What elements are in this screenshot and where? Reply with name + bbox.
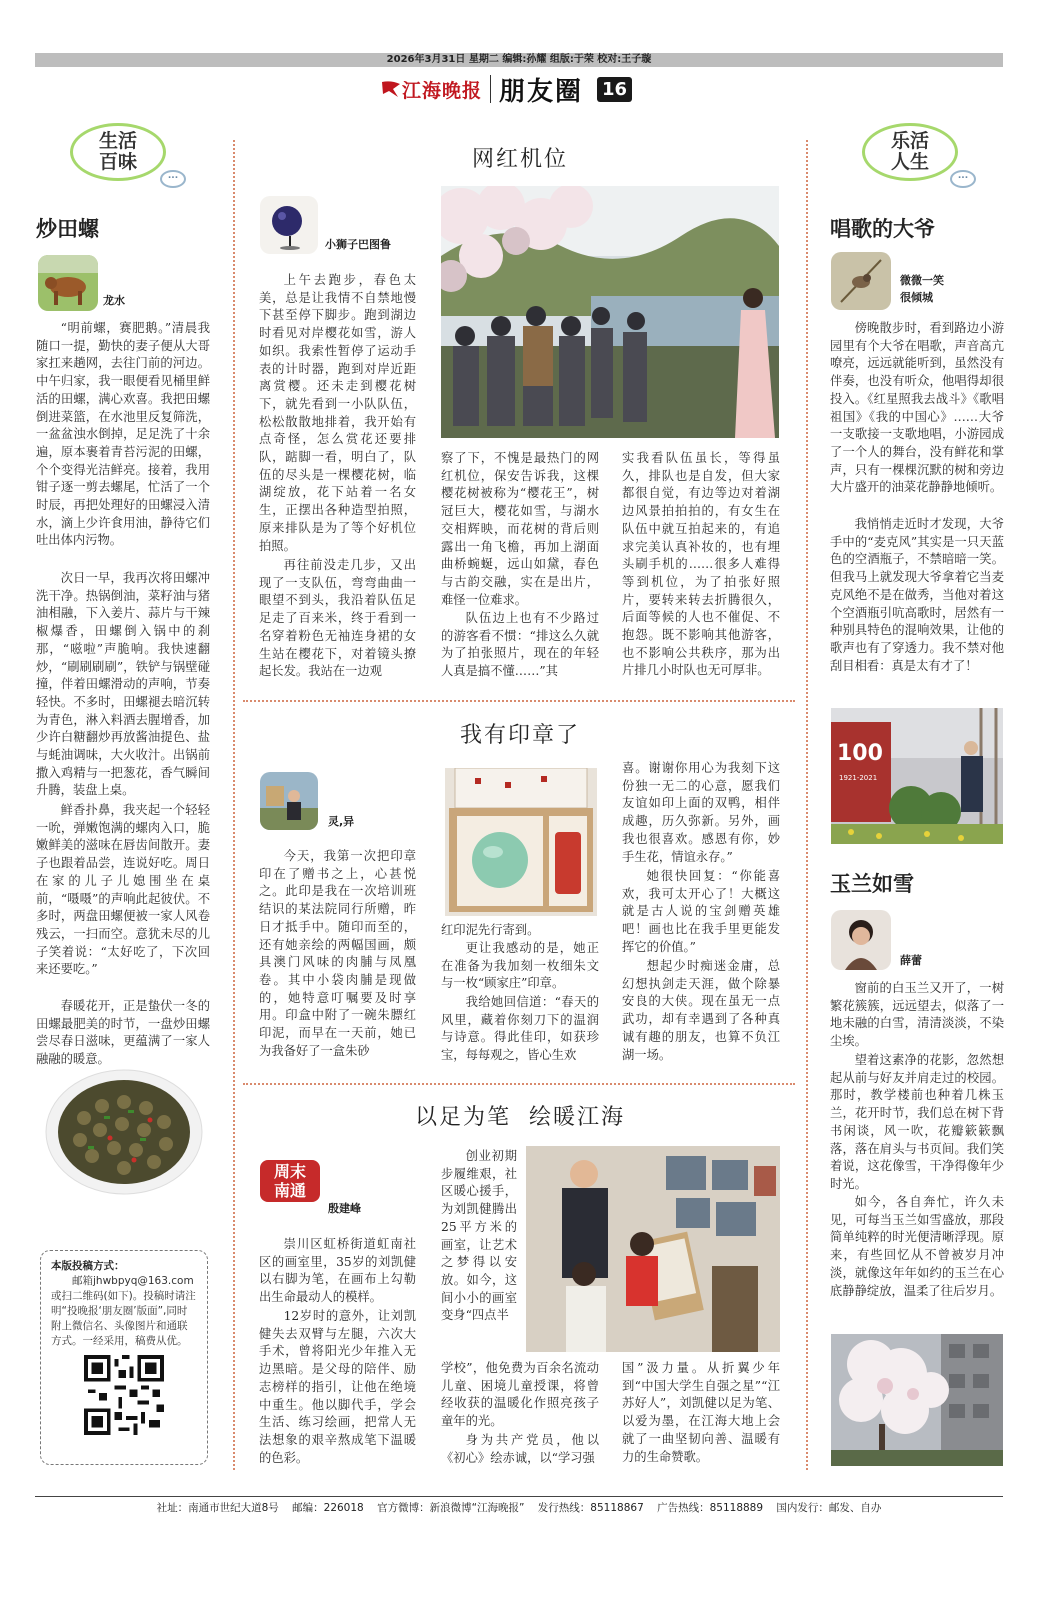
page-number: 16: [597, 77, 632, 102]
paragraph-continued: 喜。谢谢你用心为我刻下这份独一无二的心意，愿我们友谊如印上面的双鸭，相伴成趣，历久弥新。另外，画我也很喜欢。感恩有你，妙手生花，情谊永存。”: [622, 761, 780, 864]
paragraph: 望着这素净的花影，忽然想起从前与好友并肩走过的校园。那时，教学楼前也种着几株玉兰，花开时节，我们总在树下背书闲谈，风一吹，花瓣簌簌飘落，落在肩头与书页间。我们笑着说，这花像雪，干净得像年少时光。: [830, 1053, 1004, 1191]
author-avatar-man: [260, 772, 318, 830]
author-avatar-planet: [260, 196, 318, 254]
paragraph: 我悄悄走近时才发现，大爷手中的“麦克风”其实是一只天蓝色的空酒瓶子，不禁暗暗一笑。但我马上就发现大爷拿着它当麦克风绝不是在做秀，当他对着这个空酒瓶引吭高歌时，居然有一种别具特色的混响效果，让他的歌声也有了穿透力。我不禁对他刮目相看：真是太有才了！: [830, 517, 1004, 673]
paragraph: 身为共产党员，他以《初心》绘赤诚，以“学习强: [441, 1433, 599, 1465]
author-name: 灵,异: [328, 815, 355, 828]
magnolia-tree-photo: [831, 1334, 1003, 1466]
paragraph: 我给她回信道：“春天的风里，藏着你刻刀下的温润与诗意。得此佳印，如获珍宝，每每观之，皆心生欢: [441, 995, 599, 1063]
left-column-divider: [233, 140, 235, 1470]
section-divider-2: [243, 1083, 795, 1085]
notice-title: 本版投稿方式：: [51, 1260, 125, 1272]
paragraph-continued: 学校”，他免费为百余名流动儿童、困境儿童授课，将曾经收获的温暖化作照亮孩子童年的光。: [441, 1361, 599, 1429]
paragraph: 今天，我第一次把印章印在了赠书之上，心甚悦之。此印是我在一次培训班结识的某法院同行所赠，昨日才抵手中。随印而至的，还有她亲绘的两幅国画，颇具澳门风味的肉脯与凤凰卷。其中小袋肉脯是现做的，她特意叮嘱要及时享用。印盒中附了一碗朱膘红印泥，而早在一天前，她已为我备好了一盒朱砂: [259, 849, 416, 1058]
painting-class-photo: [526, 1146, 780, 1352]
paragraph: 如今，各自奔忙，许久未见，可每当玉兰如雪盛放，那段简单纯粹的时光便清晰浮现。原来，有些回忆从不曾被岁月冲淡，就像这年年如约的玉兰在心底静静绽放，温柔了往后岁月。: [830, 1195, 1004, 1298]
paragraph-continued: 国”汲力量。从折翼少年到“中国大学生自强之星”“江苏好人”，刘凯健以足为笔、以爱为墨，在江海大地上会就了一曲坚韧向善、温暖有力的生命赞歌。: [622, 1361, 780, 1464]
author-name: 殷建峰: [328, 1202, 361, 1215]
author-avatar-woman: [831, 910, 891, 970]
paragraph-continued: 红印泥先行寄到。: [441, 923, 540, 937]
newspaper-logo: 江海晚报: [380, 76, 482, 103]
article-title-tianluo: 炒田螺: [36, 216, 99, 241]
author-avatar-bird: [831, 252, 891, 310]
section-divider-1: [243, 700, 795, 702]
footer-rule: [35, 1496, 1003, 1497]
paragraph: 更让我感动的是，她正在准备为我加刻一枚细朱文与一枚“顾家庄”印章。: [441, 941, 599, 991]
article-title-yinzhang: 我有印章了: [459, 723, 580, 748]
paragraph-continued: 实我看队伍虽长，等得虽久，排队也是自发，但大家都很自觉，有边等边对着湖边风景拍拍拍的，有女生在队伍中就互拍起来的，有追求完美认真补妆的，也有埋头刷手机的……很多人难得等到机位，为了拍张好照片，要转来转去折腾很久，后面等候的人也不催促、不抱怨。既不影响其他游客，也不影响公共秩序，那为出片排几小时队也无可厚非。: [622, 451, 780, 678]
paragraph-continued: 察了下，不愧是最热门的网红机位，保安告诉我，这棵樱花树被称为“樱花王”，树冠巨大，樱花如雪，与湖水交相辉映，而花树的背后则露出一角飞檐，再加上湖面曲桥蜿蜒，远山如黛，春色与古韵交融，实在是出片，难怪一位难求。: [441, 451, 599, 607]
section-title: 朋友圈: [499, 76, 584, 107]
singing-man-photo: [831, 708, 1003, 844]
snail-dish-photo: [44, 1068, 204, 1196]
speech-bubble-icon: ...: [160, 170, 186, 188]
paragraph: 12岁时的意外，让刘凯健失去双臂与左腿，六次大手术，曾将阳光少年推入无边黑暗。是父母的陪伴、励志榜样的指引，让他在绝境中重生。他以脚代手，学会生活、练习绘画，把常人无法想象的艰辛熬成笔下温暖的色彩。: [259, 1309, 416, 1465]
paragraph: 鲜香扑鼻，我夹起一个轻轻一吮，弹嫩饱满的螺肉入口，脆嫩鲜美的滋味在唇齿间散开。妻子也跟着品尝，连说好吃。周日在家的儿子儿媳围坐在桌前，“嗫嗫”的声响此起彼伏。不多时，两盘田螺便被一家人风卷残云，一扫而空。意犹未尽的儿子笑着说：“太好吃了，下次回来还要吃。”: [36, 803, 210, 977]
masthead: [380, 72, 680, 106]
photo-sign-years: 1921-2021: [839, 774, 878, 782]
paragraph: 上午去跑步，春色太美，总是让我情不自禁地慢下甚至停下脚步。跑到湖边时看见对岸樱花如雪，游人如织。我索性暂停了运动手表的计时器，跑到对岸近距离赏樱。还未走到樱花树下，就先看到一小队队伍，松松散散地排着，我开始有点奇怪，怎么赏花还要排队，踮脚一看，明白了，队伍的尽头是一棵樱花树，临湖绽放，花下站着一名女生，正摆出各种造型拍照，原来排队是为了等个好机位拍照。: [259, 273, 416, 553]
article-title-changge: 唱歌的大爷: [830, 216, 935, 241]
paragraph: 想起少时痴迷金庸，总幻想执剑走天涯，做个除暴安良的大侠。现在虽无一点武功，却有幸遇到了各种真诚有趣的朋友，也算不负江湖一场。: [622, 959, 780, 1062]
photo-sign-number: 100: [837, 741, 883, 766]
speech-bubble-icon: ...: [950, 170, 976, 188]
article-title-wanghong: 网红机位: [471, 147, 568, 172]
article-title-yulan: 玉兰如雪: [830, 871, 914, 896]
paragraph: 创业初期步履维艰，社区暖心援手，为刘凯健腾出25平方米的画室，让艺术之梦得以安放。如今，这间小小的画室变身“四点半: [441, 1149, 517, 1323]
notice-body: 邮箱jhwbpyq@163.com或扫二维码(如下)。投稿时请注明“投晚报‘朋友圈’版面”,同时附上微信名、头像图片和通联方式。一经采用，稿费从优。: [51, 1275, 196, 1347]
paragraph: 春暖花开，正是蛰伏一冬的田螺最肥美的时节，一盘炒田螺尝尽春日滋味，更蕴满了一家人融融的暖意。: [36, 999, 210, 1067]
author-name: 小狮子巴图鲁: [325, 238, 391, 251]
qr-code[interactable]: [84, 1355, 164, 1435]
author-avatar-cow: [38, 255, 98, 311]
paragraph: 队伍边上也有不少路过的游客看不惯：“排这么久就为了拍张照片，现在的年轻人真是搞不懂……”其: [441, 611, 599, 679]
paragraph: 她很快回复：“你能喜欢，我可太开心了！大概这就是古人说的宝剑赠英雄吧！画也比在我手里更能发挥它的价值。”: [622, 869, 780, 954]
footer-info: 社址：南通市世纪大道8号 邮编：226018 官方微博：新浪微博“江海晚报” 发行热线：85118867 广告热线：85118889 国内发行：邮发、自办: [156, 1502, 882, 1514]
author-name: 微微一笑 很倾城: [900, 274, 944, 304]
author-name: 龙水: [103, 294, 125, 307]
paragraph: 傍晚散步时，看到路边小游园里有个大爷在唱歌，声音高亢嘹亮，远远就能听到，虽然没有伴奏，也没有听众，他唱得却很投入。《红星照我去战斗》《歌唱祖国》《我的中国心》……大爷一支歌接一支歌地唱，小游园成了一个人的舞台，没有鲜花和掌声，只有一棵棵沉默的树和旁边大片盛开的油菜花静静地倾听。: [830, 321, 1004, 495]
cherry-blossom-crowd-photo: [441, 186, 779, 438]
zhoumo-nantong-badge: 周末 南通: [260, 1160, 320, 1202]
shenghuo-baiwei-badge: 生活 百味: [70, 123, 166, 181]
author-name: 薛蕾: [900, 954, 922, 967]
paragraph: 次日一早，我再次将田螺冲洗干净。热锅倒油，菜籽油与猪油相融，下入姜片、蒜片与干辣椒爆香，田螺倒入锅中的刹那，“嗞啦”声脆响。我快速翻炒，“刷刷刷刷”，铁铲与锅壁碰撞，伴着田螺滑动的声响，节奏轻快。不多时，田螺褪去暗沉转为青色，淋入料酒去腥增香，加少许白糖翻炒再放酱油提色、盐与蚝油调味，大火收汁。出锅前撒入鸡精与一把葱花，香气瞬间升腾，装盘上桌。: [36, 571, 210, 798]
paragraph: 再往前没走几步，又出现了一支队伍，弯弯曲曲一眼望不到头，我沿着队伍足足走了百来米，终于看到一名穿着粉色无袖连身裙的女生站在樱花下，对着镜头撩起长发。我站在一边观: [259, 558, 416, 679]
lehuo-rensheng-badge: 乐活 人生: [862, 123, 958, 181]
paragraph: 窗前的白玉兰又开了，一树繁花簇簇，远远望去，似落了一地未融的白雪，清清淡淡，不染尘埃。: [830, 981, 1004, 1049]
paragraph: “明前螺，赛肥鹅。”清晨我随口一提，勤快的妻子便从大哥家扛来趟网，去往门前的河边。中午归家，我一眼便看见桶里鲜活的田螺，满心欢喜。我把田螺倒进菜篮，在水池里反复筛洗，一盆盆浊水倒掉，足足洗了十余遍，原本裹着青苔污泥的田螺，个个变得光洁鲜亮。接着，我用钳子逐一剪去螺尾，忙活了一个时辰，再把处理好的田螺浸入清水，滴上少许食用油，静待它们吐出体内污物。: [36, 321, 210, 548]
submission-notice: [40, 1250, 208, 1465]
issue-info-bar: 2026年3月31日 星期二 编辑:孙耀 组版:于荣 校对:王子璇: [35, 53, 1003, 67]
seal-box-photo: [445, 768, 597, 916]
paragraph: 崇川区虹桥街道虹南社区的画室里，35岁的刘凯健以右脚为笔，在画布上勾勒出生命最动人的模样。: [259, 1237, 416, 1305]
article-title-yizu: 以足为笔 绘暖江海: [415, 1105, 625, 1130]
right-column-divider: [806, 140, 808, 1470]
logo-mark-icon: [380, 78, 402, 100]
